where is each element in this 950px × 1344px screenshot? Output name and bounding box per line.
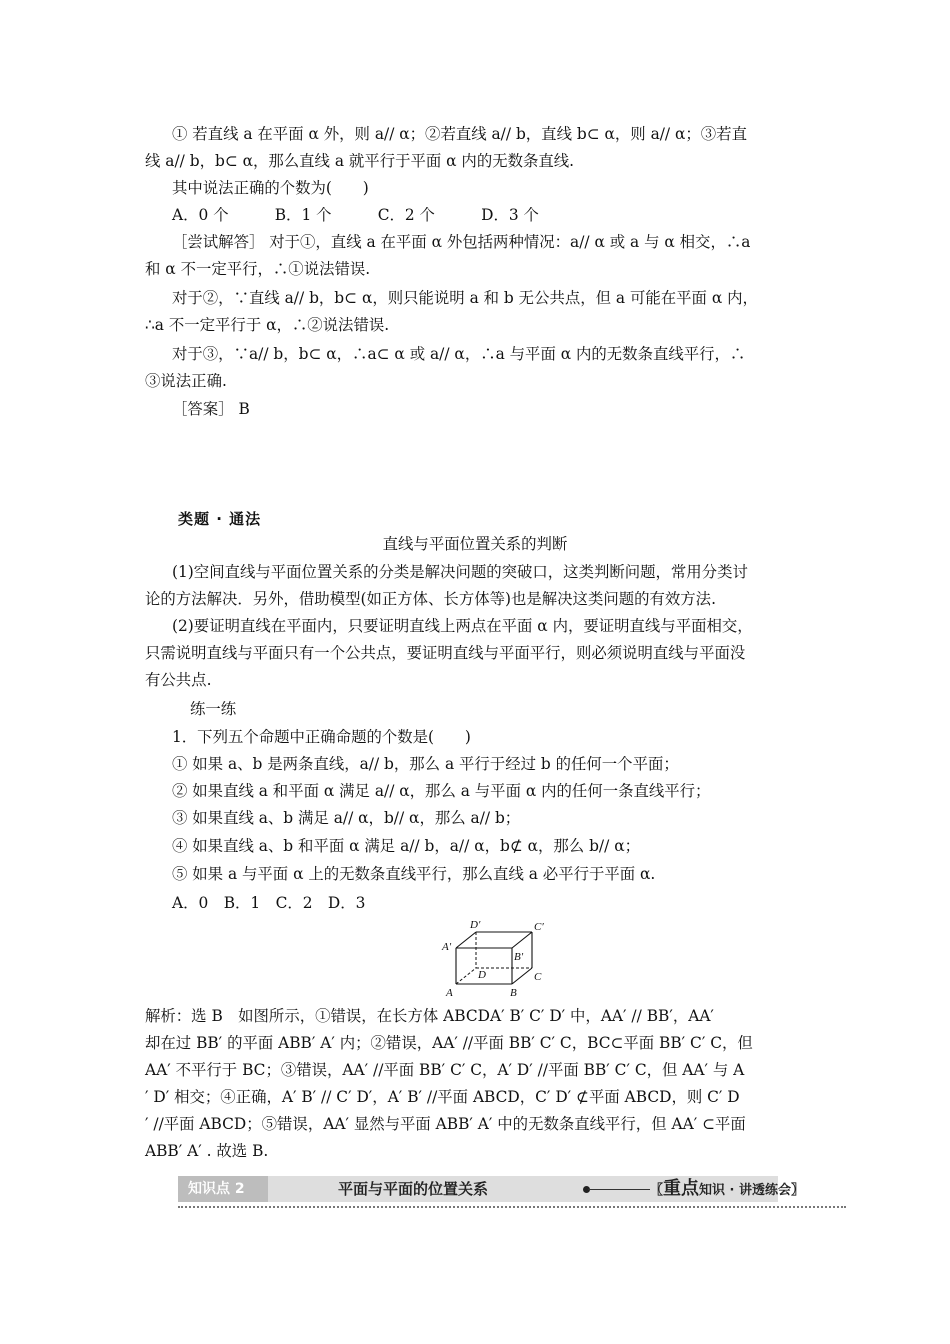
answer-line: ［答案］ B — [172, 400, 250, 418]
practice-heading: 练一练 — [190, 700, 237, 718]
label-b: B — [510, 987, 517, 999]
attempt-line: 对于③，∵a// b，b⊂ α，∴a⊂ α 或 a// α，∴a 与平面 α 内的无数条直线平行，∴ — [172, 345, 746, 363]
proposition-line: ① 如果 a、b 是两条直线，a// b，那么 a 平行于经过 b 的任何一个平面； — [172, 755, 679, 773]
paragraph-line: 只需说明直线与平面只有一个公共点，要证明直线与平面平行，则必须说明直线与平面没 — [145, 644, 746, 662]
proposition-line: ③ 如果直线 a、b 满足 a// α，b// α，那么 a// b； — [172, 809, 521, 827]
answer-options: A．0 个 B．1 个 C．2 个 D．3 个 — [172, 206, 539, 224]
statement-line: 线 a// b，b⊂ α，那么直线 a 就平行于平面 α 内的无数条直线. — [145, 152, 575, 170]
knowledge-point-banner — [178, 1174, 846, 1204]
banner-title: 平面与平面的位置关系 — [338, 1180, 489, 1198]
label-c: C — [534, 971, 542, 983]
statement-line: ① 若直线 a 在平面 α 外，则 a// α；②若直线 a// b，直线 b⊂ α，则 a// α；③若直 — [172, 125, 747, 143]
label-c1: C′ — [534, 921, 544, 933]
attempt-line: ［尝试解答］ 对于①，直线 a 在平面 α 外包括两种情况：a// α 或 a 与 α 相交，∴a — [172, 233, 751, 251]
label-a: A — [446, 987, 453, 999]
edge-bc — [512, 968, 532, 984]
edge-a1d1 — [456, 932, 476, 948]
cuboid-figure — [430, 918, 550, 1000]
section-title: 直线与平面位置关系的判断 — [382, 535, 568, 553]
label-a1: A′ — [442, 941, 452, 953]
proposition-line: ⑤ 如果 a 与平面 α 上的无数条直线平行，那么直线 a 必平行于平面 α. — [172, 865, 656, 883]
paragraph-line: 有公共点. — [145, 671, 212, 689]
paragraph-line: (1)空间直线与平面位置关系的分类是解决问题的突破口，这类判断问题，常用分类讨 — [172, 563, 748, 581]
label-b1: B′ — [514, 951, 524, 963]
solution-line: ′ D′ 相交；④正确，A′ B′ // C′ D′，A′ B′ //平面 ABCD，C′ D′ ⊄平面 ABCD，则 C′ D — [145, 1088, 740, 1106]
solution-line: AA′ 不平行于 BC；③错误，AA′ //平面 BB′ C′ C，A′ D′ //平面 BB′ C′ C，但 AA′ 与 A — [145, 1061, 745, 1079]
answer-choices: A．0 B．1 C．2 D．3 — [172, 894, 366, 912]
attempt-line: ∴a 不一定平行于 α，∴②说法错误. — [145, 316, 390, 334]
attempt-line: 和 α 不一定平行，∴①说法错误. — [145, 260, 371, 278]
practice-question: 1．下列五个命题中正确命题的个数是( ) — [172, 728, 471, 746]
edge-b1c1 — [512, 932, 532, 948]
banner-motto — [650, 1176, 804, 1204]
attempt-line: ③说法正确. — [145, 372, 227, 390]
label-d1: D′ — [470, 919, 481, 931]
solution-line: ABB′ A′ . 故选 B. — [145, 1142, 269, 1160]
paragraph-line: (2)要证明直线在平面内，只要证明直线上两点在平面 α 内，要证明直线与平面相交， — [172, 617, 753, 635]
paragraph-line: 论的方法解决．另外，借助模型(如正方体、长方体等)也是解决这类问题的有效方法. — [145, 590, 716, 608]
question-line: 其中说法正确的个数为( ) — [172, 179, 369, 197]
banner-tag: 知识点 2 — [178, 1176, 268, 1202]
proposition-line: ④ 如果直线 a、b 和平面 α 满足 a// b，a// α，b⊄ α，那么 b// α； — [172, 837, 640, 855]
edge-ad-hidden — [456, 968, 476, 984]
attempt-line: 对于②，∵直线 a// b，b⊂ α，则只能说明 a 和 b 无公共点，但 a 可能在平面 α 内， — [172, 289, 758, 307]
solution-line: ′ //平面 ABCD；⑤错误，AA′ 显然与平面 ABB′ A′ 中的无数条直线平行，但 AA′ ⊂平面 — [145, 1115, 746, 1133]
motto-key: 重点 — [663, 1178, 700, 1199]
proposition-line: ② 如果直线 a 和平面 α 满足 a// α，那么 a 与平面 α 内的任何一条直线平行； — [172, 782, 711, 800]
motto-rest: 知识 · 讲透练会〗 — [699, 1183, 805, 1198]
label-d: D — [478, 969, 486, 981]
solution-line: 却在过 BB′ 的平面 ABB′ A′ 内；②错误，AA′ //平面 BB′ C′ C，BC⊂平面 BB′ C′ C，但 — [145, 1034, 753, 1052]
section-tag: 类题 · 通法 — [178, 510, 262, 528]
dotted-rule — [178, 1206, 846, 1208]
solution-line: 解析：选 B 如图所示，①错误，在长方体 ABCDA′ B′ C′ D′ 中，AA′ // BB′，AA′ — [145, 1007, 714, 1025]
banner-divider — [588, 1189, 650, 1190]
motto-open: 〖 — [650, 1183, 664, 1198]
